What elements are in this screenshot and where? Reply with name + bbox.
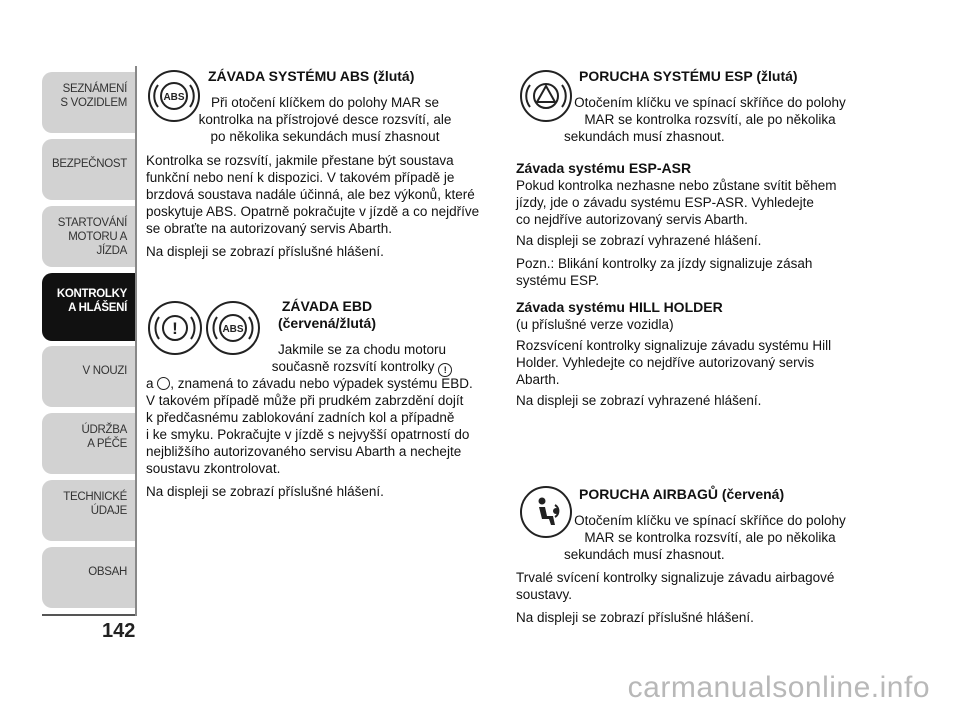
abs-body-line: funkční nebo není k dispozici. V takovém případě je: [146, 170, 455, 185]
ebd-body: [146, 375, 491, 500]
abs-icon-label-ebd: ABS: [222, 324, 244, 335]
esp-body-line: Pokud kontrolka nezhasne nebo zůstane svítit během: [516, 178, 837, 193]
esp-body-line: Holder. Vyhledejte co nejdříve autorizovaný servis: [516, 355, 815, 370]
abs-title: ZÁVADA SYSTÉMU ABS (žlutá): [208, 68, 415, 84]
esp-body-line: Rozsvícení kontrolky signalizuje závadu systému Hill: [516, 338, 832, 353]
ebd-body-line: soustavu zkontrolovat.: [146, 461, 281, 476]
esp-subheading: Závada systému HILL HOLDER: [516, 299, 723, 315]
tab-label: V NOUZI: [82, 365, 127, 377]
ebd-body-text: , znamená to závadu nebo výpadek systému EBD.: [170, 376, 473, 391]
ebd-intro-line: současně rozsvítí kontrolky: [271, 359, 435, 374]
ebd-body-line: nejbližšího autorizovaného servisu Abarth a nechejte: [146, 444, 462, 459]
abs-body: [146, 152, 491, 260]
tab-startovani[interactable]: [42, 206, 135, 267]
ebd-body-text: a: [146, 376, 154, 391]
tab-kontrolky[interactable]: [42, 273, 135, 341]
esp-body-line: Pozn.: Blikání kontrolky za jízdy signalizuje zásah: [516, 256, 813, 271]
esp-body-line: Na displeji se zobrazí vyhrazené hlášení.: [516, 233, 762, 248]
airbag-body-line: Trvalé svícení kontrolky signalizuje závadu airbagové: [516, 570, 835, 585]
abs-body-line: Na displeji se zobrazí příslušné hlášení.: [146, 244, 384, 259]
tab-label: STARTOVÁNÍ MOTORU A JÍZDA: [57, 217, 127, 257]
ebd-body-line: V takovém případě může při prudkém zabrzdění dojít: [146, 393, 464, 408]
esp-subheading: Závada systému ESP-ASR: [516, 160, 692, 176]
airbag-body-line: Na displeji se zobrazí příslušné hlášení.: [516, 610, 754, 625]
tab-bezpecnost[interactable]: [42, 139, 135, 200]
abs-icon-label: ABS: [163, 92, 185, 103]
abs-intro-line: kontrolka na přístrojové desce rozsvítí, ale: [198, 112, 452, 127]
abs-intro-line: po několika sekundách musí zhasnout: [210, 129, 440, 144]
ebd-title-line: ZÁVADA EBD: [281, 298, 373, 314]
ebd-intro: [252, 341, 472, 377]
brake-warning-icon: [148, 301, 202, 355]
tab-label: BEZPEČNOST: [52, 158, 127, 170]
ebd-body-line: i ke smyku. Pokračujte v jízdě s nejvyšší opatrností do: [146, 427, 470, 442]
esp-body-line: Na displeji se zobrazí vyhrazené hlášení.: [516, 393, 762, 408]
esp-body-line: co nejdříve autorizovaný servis Abarth.: [516, 212, 748, 227]
tab-label: ÚDRŽBA A PÉČE: [81, 424, 127, 450]
esp-intro-line: Otočením klíčku ve spínací skříňce do polohy: [574, 95, 846, 110]
tab-seznameni[interactable]: [42, 72, 135, 133]
airbag-title: PORUCHA AIRBAGŮ (červená): [579, 486, 785, 502]
esp-intro: [550, 94, 870, 145]
tab-obsah[interactable]: [42, 547, 135, 608]
tab-v-nouzi[interactable]: [42, 346, 135, 407]
tab-label: OBSAH: [88, 566, 127, 578]
abs-intro-line: Při otočení klíčkem do polohy MAR se: [210, 95, 440, 110]
ebd-body-line: k předčasnému zablokování zadních kol a případně: [146, 410, 455, 425]
page-number-rule: [42, 614, 135, 616]
sidebar-divider: [135, 66, 137, 616]
abs-body-line: brzdová soustava nadále účinná, ale bez výkonů, které: [146, 187, 475, 202]
abs-inline-icon: [157, 377, 170, 390]
abs-body-line: poskytuje ABS. Opatrně pokračujte v jízdě a co nejdříve: [146, 204, 480, 219]
esp-intro-line: sekundách musí zhasnout.: [564, 129, 725, 144]
tab-label: TECHNICKÉ ÚDAJE: [63, 491, 127, 517]
esp-intro-line: MAR se kontrolka rozsvítí, ale po několika: [584, 112, 836, 127]
abs-intro: [180, 94, 470, 145]
ebd-body-line: Na displeji se zobrazí příslušné hlášení.: [146, 484, 384, 499]
page-number: 142: [102, 620, 136, 642]
airbag-body: [516, 569, 861, 626]
esp-title: PORUCHA SYSTÉMU ESP (žlutá): [579, 68, 798, 84]
watermark: carmanualsonline.info: [627, 671, 930, 704]
esp-body-line: systému ESP.: [516, 273, 600, 288]
airbag-intro-line: Otočením klíčku ve spínací skříňce do polohy: [574, 513, 846, 528]
airbag-intro-line: sekundách musí zhasnout.: [564, 547, 725, 562]
airbag-intro-line: MAR se kontrolka rozsvítí, ale po několika: [584, 530, 836, 545]
airbag-intro: [550, 512, 870, 563]
tab-label: SEZNÁMENÍ S VOZIDLEM: [60, 83, 127, 109]
esp-body-line: jízdy, jde o závadu systému ESP-ASR. Vyhledejte: [516, 195, 814, 210]
abs-body-line: Kontrolka se rozsvítí, jakmile přestane být soustava: [146, 153, 454, 168]
abs-body-line: se obraťte na autorizovaný servis Abarth.: [146, 221, 392, 236]
esp-body: [516, 160, 861, 409]
ebd-title: [262, 298, 392, 332]
ebd-title-line: (červená/žlutá): [277, 315, 377, 331]
tab-label: KONTROLKY A HLÁŠENÍ: [56, 288, 127, 314]
airbag-body-line: soustavy.: [516, 587, 573, 602]
tab-udrzba[interactable]: [42, 413, 135, 474]
brake-inline-icon: !: [438, 363, 452, 377]
brake-icon-label: !: [172, 319, 178, 338]
esp-body-line: Abarth.: [516, 372, 560, 387]
ebd-intro-line: Jakmile se za chodu motoru: [277, 342, 447, 357]
tab-technicke[interactable]: [42, 480, 135, 541]
esp-body-line: (u příslušné verze vozidla): [516, 317, 674, 332]
